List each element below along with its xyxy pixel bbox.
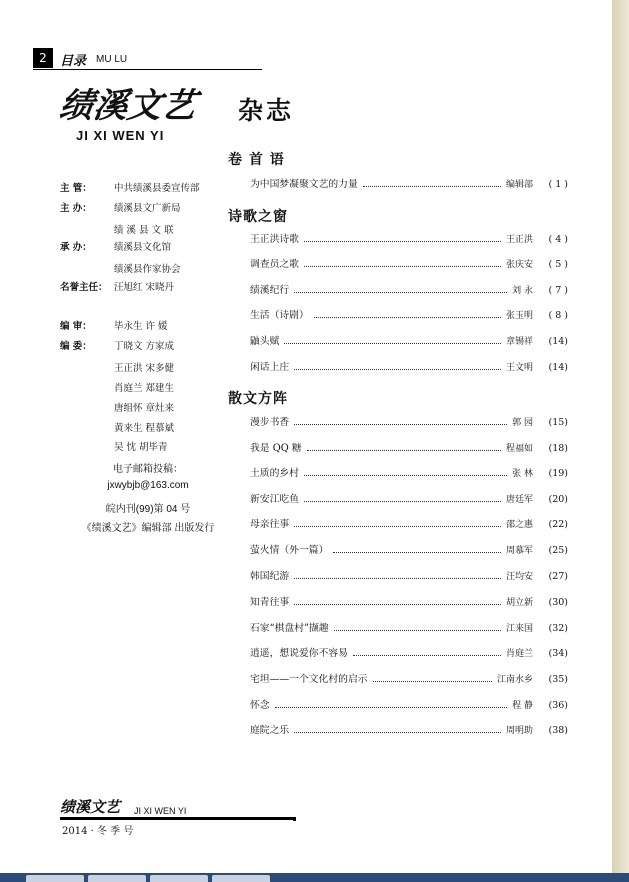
toc-entry[interactable]: 闲话上庄 王文明 (14) [250, 362, 568, 373]
toc-section-heading: 散文方阵 [228, 391, 288, 407]
masthead-row: 绩溪县作家协会 [114, 264, 181, 275]
toc-entry[interactable]: 庭院之乐 周明助 (38) [250, 725, 568, 736]
toc-entry[interactable]: 绩溪纪行 刘 永 ( 7 ) [250, 285, 568, 296]
masthead-row: 主 管： 中共绩溪县委宣传部 [60, 183, 200, 194]
header-divider [33, 69, 262, 70]
toc-entry[interactable]: 漫步书香 郭 园 (15) [250, 417, 568, 428]
toc-entry[interactable]: 宅坦——一个文化村的启示 江南水乡 (35) [250, 674, 568, 685]
toc-entry[interactable]: 逍遥，想说爱你不容易 肖庭兰 (34) [250, 648, 568, 659]
toc-entry[interactable]: 王正洪诗歌 王正洪 ( 4 ) [250, 234, 568, 245]
masthead-row: 名誉主任： 汪旭红 宋晓丹 [60, 282, 175, 293]
taskbar [0, 873, 629, 882]
page-number: 2 [33, 48, 53, 68]
toc-entry[interactable]: 石家“棋盘村”撷趣 江来国 (32) [250, 623, 568, 634]
taskbar-button[interactable] [150, 875, 208, 882]
toc-entry[interactable]: 韩国纪游 汪均安 (27) [250, 571, 568, 582]
email-address: jxwybjb@163.com [107, 480, 189, 491]
masthead-row: 编 审： 毕永生 许 媛 [60, 321, 168, 332]
toc-entry[interactable]: 鼬头赋 章锡祥 (14) [250, 336, 568, 347]
masthead-row: 肖庭兰 郑建生 [114, 383, 175, 394]
toc-entry[interactable]: 萤火情（外一篇） 周慕军 (25) [250, 545, 568, 556]
toc-entry[interactable]: 新安江吃鱼 唐廷军 (20) [250, 494, 568, 505]
email-label: 电子邮箱投稿： [113, 464, 183, 475]
toc-entry[interactable]: 调查员之歌 张庆安 ( 5 ) [250, 259, 568, 270]
masthead-row: 编 委： 丁晓文 方家成 [60, 341, 175, 352]
taskbar-button[interactable] [88, 875, 146, 882]
masthead-row: 主 办： 绩溪县文广新局 [60, 203, 181, 214]
toc-section-heading: 卷 首 语 [228, 152, 285, 168]
masthead-row: 承 办： 绩溪县文化馆 [60, 242, 172, 253]
toc-entry[interactable]: 土质的乡村 张 林 (19) [250, 468, 568, 479]
masthead-row: 黄来生 程慕斌 [114, 423, 175, 434]
masthead-row: 绩 溪 县 文 联 [114, 225, 174, 236]
footer-pinyin: JI XI WEN YI [134, 806, 187, 816]
page-edge-shadow [612, 0, 629, 873]
toc-entry[interactable]: 母亲往事 邵之惠 (22) [250, 519, 568, 530]
footer-rule-end [293, 817, 296, 821]
license-number: 皖内刊(99)第 04 号 [105, 504, 191, 515]
masthead-subtitle: 杂志 [238, 96, 295, 125]
masthead-pinyin: JI XI WEN YI [76, 128, 165, 143]
toc-section-heading: 诗歌之窗 [228, 209, 288, 225]
toc-entry[interactable]: 生活（诗剧） 张玉明 ( 8 ) [250, 310, 568, 321]
toc-title: 目录 [60, 54, 87, 69]
footer-issue: 2014 · 冬 季 号 [62, 826, 134, 837]
masthead-row: 吴 忱 胡毕青 [114, 442, 168, 453]
masthead-logo: 绩溪文艺 [56, 86, 199, 126]
toc-entry[interactable]: 知青往事 胡立新 (30) [250, 597, 568, 608]
taskbar-button[interactable] [26, 875, 84, 882]
toc-entry[interactable]: 我是 QQ 糖 程福如 (18) [250, 443, 568, 454]
masthead-row: 王正洪 宋多健 [114, 363, 175, 374]
taskbar-button[interactable] [212, 875, 270, 882]
footer-rule [60, 817, 293, 820]
masthead-row: 唐组怀 章灶来 [114, 403, 175, 414]
toc-entry[interactable]: 怀念 程 静 (36) [250, 700, 568, 711]
toc-title-english: MU LU [96, 54, 128, 65]
toc-entry[interactable]: 为中国梦凝聚文艺的力量 编辑部 ( 1 ) [250, 179, 568, 190]
publisher: 《绩溪文艺》编辑部 出版发行 [81, 523, 215, 534]
footer-logo: 绩溪文艺 [60, 798, 121, 816]
